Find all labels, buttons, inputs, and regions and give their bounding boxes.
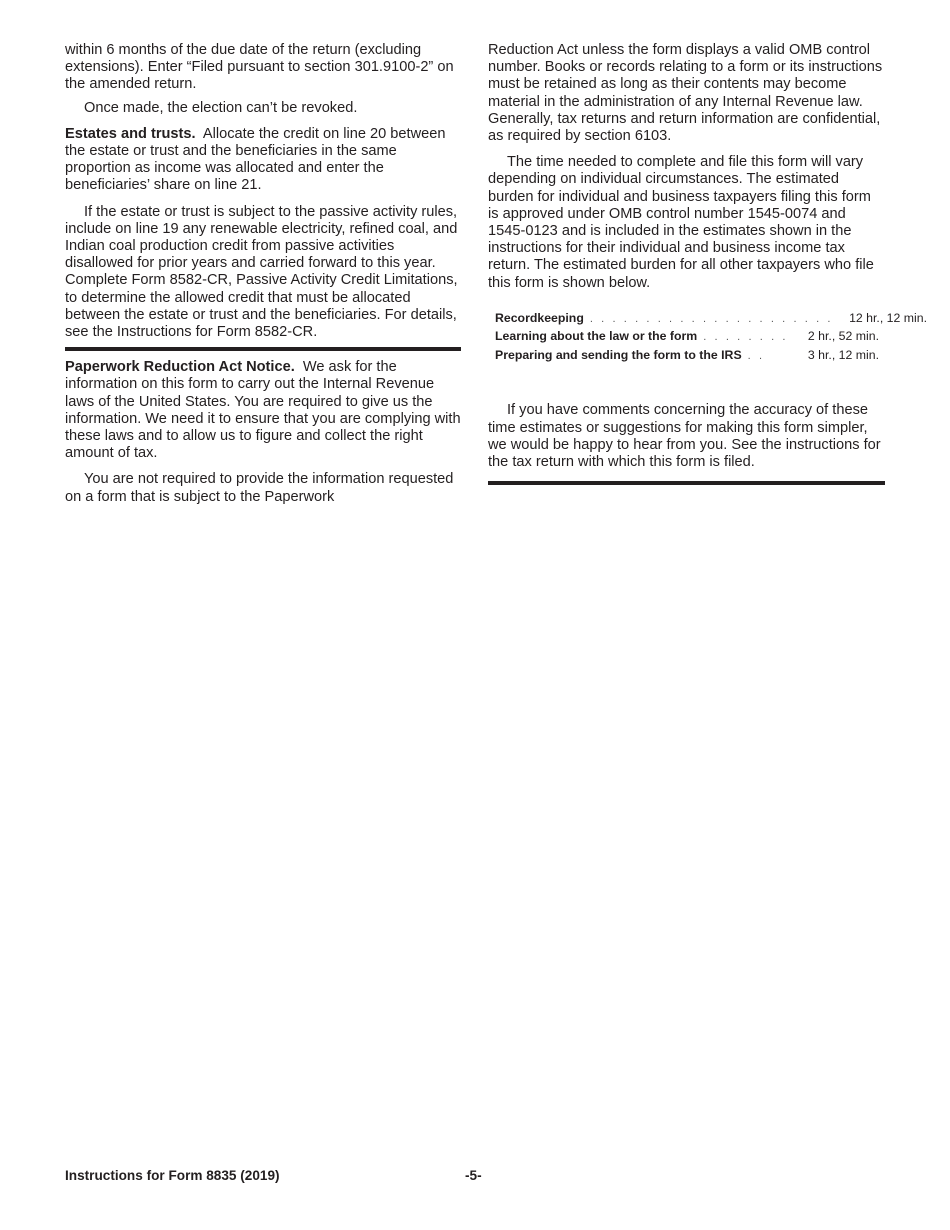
- estates-paragraph: [65, 126, 461, 195]
- paperwork-heading: Paperwork Reduction Act Notice.: [65, 359, 295, 376]
- burden-row-learning: [495, 328, 879, 347]
- dot-leader: . . . . . . . . . . . . . . . . . . . . . .: [589, 312, 834, 325]
- section-end-divider: [488, 481, 885, 485]
- passive-activity-paragraph: If the estate or trust is subject to the passive activity rules, include on line 19 any renewable electricity, refined coal, and Indian coal production credit from passive activities disallowed for prior years and carried forward to this year. Complete Form 8582-CR, Passive Activity Credit Limitations, to determine the allowed credit that must be allocated between the estate or trust and the beneficiaries. For details, see the Instructions for Form 8582-CR.: [65, 203, 458, 341]
- footer-page-number: -5-: [465, 1168, 482, 1183]
- burden-table: [488, 310, 927, 366]
- not-required-paragraph: You are not required to provide the information requested on a form that is subject to the Paperwork: [65, 471, 454, 505]
- burden-time: 12 hr., 12 min.: [849, 310, 927, 325]
- dot-leader: . . . . . . . .: [703, 331, 789, 344]
- burden-label: Recordkeeping: [495, 310, 584, 325]
- burden-row-recordkeeping: [495, 310, 927, 329]
- paperwork-text: We ask for the information on this form to carry out the Internal Revenue laws of the United States. You are required to give us the information. We need it to ensure that you are complying with these laws and to allow us to figure and collect the right amount of tax.: [65, 359, 461, 462]
- paperwork-paragraph: [65, 359, 461, 462]
- section-divider: [65, 347, 461, 351]
- election-paragraph: Once made, the election can’t be revoked.: [84, 99, 358, 116]
- estates-heading: Estates and trusts.: [65, 125, 196, 142]
- burden-row-preparing: [495, 347, 879, 366]
- burden-time: 3 hr., 12 min.: [807, 347, 879, 362]
- estates-text: Allocate the credit on line 20 between the estate or trust and the beneficiaries in the same proportion as income was allocated and enter the beneficiaries’ share on line 21.: [65, 125, 446, 194]
- burden-label: Preparing and sending the form to the IRS: [495, 347, 742, 362]
- omb-paragraph: Reduction Act unless the form displays a valid OMB control number. Books or records relating to a form or its instructions must be retained as long as their contents may become material in the administration of any Internal Revenue law. Generally, tax returns and return information are confidential, as required by section 6103.: [488, 42, 883, 145]
- dot-leader: . .: [747, 349, 765, 362]
- right-column: [488, 42, 927, 493]
- burden-label: Learning about the law or the form: [495, 329, 698, 344]
- continued-paragraph: within 6 months of the due date of the return (excluding extensions). Enter “Filed pursuant to section 301.9100-2” on the amended return.: [65, 42, 454, 93]
- left-column: [65, 42, 461, 512]
- burden-paragraph: The time needed to complete and file this form will vary depending on individual circumstances. The estimated burden for individual and business taxpayers filing this form is approved under OMB control number 1545-0074 and 1545-0123 and is included in the estimates shown in the instructions for their individual and business income tax return. The estimated burden for all other taxpayers who file this form is shown below.: [488, 154, 874, 291]
- footer-form-title: Instructions for Form 8835 (2019): [65, 1168, 280, 1183]
- burden-time: 2 hr., 52 min.: [807, 329, 879, 344]
- comments-paragraph: If you have comments concerning the accuracy of these time estimates or suggestions for making this form simpler, we would be happy to hear from you. See the instructions for the tax return with which this form is filed.: [488, 402, 881, 470]
